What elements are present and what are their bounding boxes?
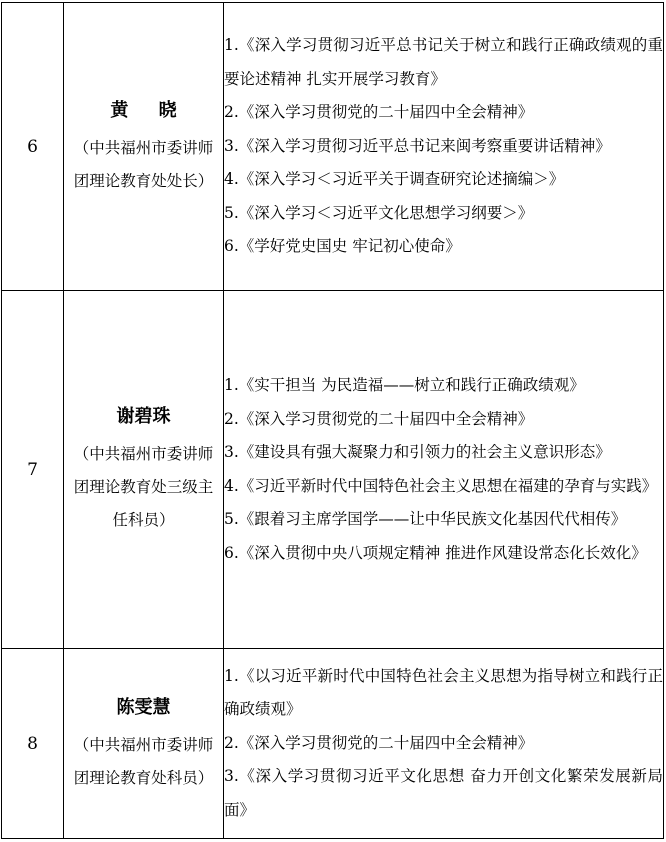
table-row bbox=[2, 291, 664, 649]
topic-item: 6.《深入贯彻中央八项规定精神 推进作风建设常态化长效化》 bbox=[224, 543, 647, 562]
topic-item: 1.《深入学习贯彻习近平总书记关于树立和践行正确政绩观的重要论述精神 扎实开展学习教育》 bbox=[224, 36, 663, 88]
topic-list bbox=[224, 649, 664, 839]
topic-item: 4.《习近平新时代中国特色社会主义思想在福建的孕育与实践》 bbox=[224, 476, 658, 495]
topic-item: 6.《学好党史国史 牢记初心使命》 bbox=[224, 237, 461, 256]
topic-item: 1.《实干担当 为民造福——树立和践行正确政绩观》 bbox=[224, 376, 585, 394]
topic-item: 2.《深入学习贯彻党的二十届四中全会精神》 bbox=[224, 409, 534, 428]
topic-list bbox=[224, 291, 664, 649]
lecturer-table bbox=[1, 2, 664, 839]
row-number: 8 bbox=[2, 649, 64, 839]
lecturer-name: 陈雯慧 bbox=[116, 696, 171, 718]
topic-item: 3.《深入学习贯彻习近平文化思想 奋力开创文化繁荣发展新局面》 bbox=[224, 767, 663, 819]
topic-list bbox=[224, 3, 664, 291]
table-row bbox=[2, 3, 664, 291]
topic-item: 4.《深入学习＜习近平关于调查研究论述摘编＞》 bbox=[224, 170, 565, 189]
topic-item: 5.《深入学习＜习近平文化思想学习纲要＞》 bbox=[224, 203, 534, 222]
lecturer-title: （中共福州市委讲师团理论教育处科员） bbox=[73, 735, 214, 787]
topic-item: 5.《跟着习主席学国学——让中华民族文化基因代代相传》 bbox=[224, 510, 627, 528]
topic-item: 3.《深入学习贯彻习近平总书记来闽考察重要讲话精神》 bbox=[224, 136, 611, 155]
lecturer-cell bbox=[64, 3, 224, 291]
lecturer-cell bbox=[64, 291, 224, 649]
lecturer-title: （中共福州市委讲师团理论教育处处长） bbox=[73, 138, 214, 190]
lecturer-cell bbox=[64, 649, 224, 839]
table-row bbox=[2, 649, 664, 839]
lecturer-name: 谢碧珠 bbox=[116, 406, 171, 427]
lecturer-title: （中共福州市委讲师团理论教育处三级主任科员） bbox=[73, 445, 214, 529]
lecturer-name: 黄 晓 bbox=[110, 99, 189, 121]
row-number: 7 bbox=[2, 291, 64, 649]
topic-item: 1.《以习近平新时代中国特色社会主义思想为指导树立和践行正确政绩观》 bbox=[224, 666, 663, 719]
topic-item: 2.《深入学习贯彻党的二十届四中全会精神》 bbox=[224, 733, 534, 752]
topic-item: 3.《建设具有强大凝聚力和引领力的社会主义意识形态》 bbox=[224, 443, 611, 461]
row-number: 6 bbox=[2, 3, 64, 291]
topic-item: 2.《深入学习贯彻党的二十届四中全会精神》 bbox=[224, 103, 534, 122]
